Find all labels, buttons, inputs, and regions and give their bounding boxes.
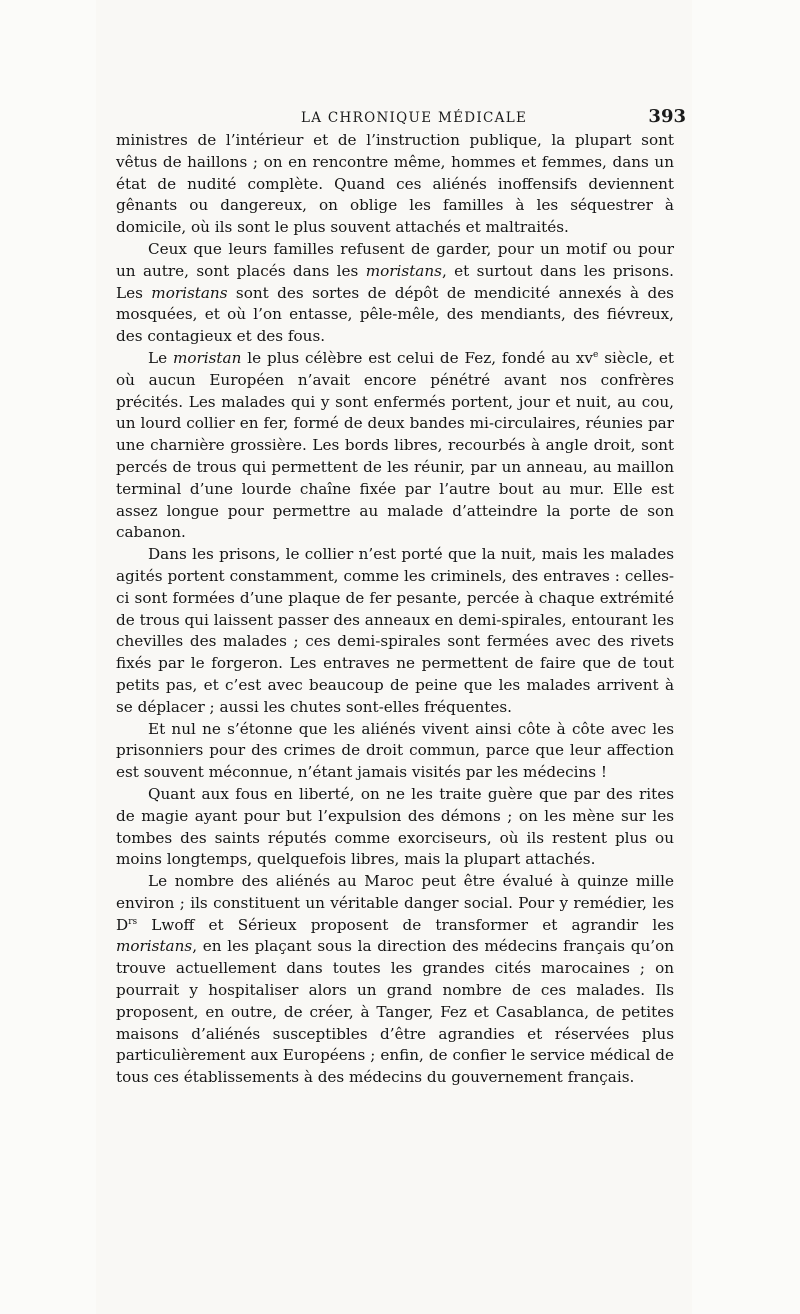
superscript: e	[592, 349, 599, 360]
running-title: LA CHRONIQUE MÉDICALE	[301, 110, 528, 126]
paragraph-4: Dans les prisons, le collier n’est porté que la nuit, mais les malades agités portent constamment, comme les criminels, des entraves : celles-ci sont formées d’une plaque de fer pesante, percée à chaque extrémité de trous qui laissent passer des anneaux en demi-spirales, entourant les chevilles des malades ; ces demi-spirales sont fermées avec des rivets fixés par le forgeron. Les entraves ne permettent de faire que de tout petits pas, et c’est avec beaucoup de peine que les malades arrivent à se déplacer ; aussi les chutes sont-elles fréquentes.	[116, 545, 674, 716]
body-text	[116, 130, 674, 1089]
italic-term: moristans	[151, 283, 228, 302]
page-number: 393	[648, 106, 686, 127]
italic-term: moristans	[365, 261, 442, 280]
superscript: rs	[128, 916, 138, 927]
paragraph-3: Le moristan le plus célèbre est celui de Fez, fondé au $xv^e$ siècle, et où aucun Européen n’avait encore pénétré avant nos confrères précités. Les malades qui y sont enfermés portent, jour et nuit, au cou, un lourd collier en fer, formé de deux bandes mi-circulaires, réunies par une charnière grossière. Les bords libres, recourbés à angle droit, sont percés de trous qui permettent de les réunir, par un anneau, au maillon terminal d’une lourde chaîne fixée par l’autre bout au mur. Elle est assez longue pour permettre au malade d’atteindre la porte de son cabanon.	[116, 348, 674, 542]
paragraph-6: Quant aux fous en liberté, on ne les traite guère que par des rites de magie ayant pour but l’expulsion des démons ; on les mène sur les tombes des saints réputés comme exorciseurs, où ils restent plus ou moins longtemps, quelquefois libres, mais la plupart attachés.	[116, 784, 674, 869]
paragraph-1: ministres de l’intérieur et de l’instruction publique, la plupart sont vêtus de haillons ; on en rencontre même, hommes et femmes, dans un état de nudité complète. Quand ces aliénés inoffensifs deviennent gênants ou dangereux, on oblige les familles à les séquestrer à domicile, où ils sont le plus souvent attachés et maltraités.	[116, 131, 674, 237]
italic-term: moristans	[116, 937, 193, 956]
paragraph-5: Et nul ne s’étonne que les aliénés vivent ainsi côte à côte avec les prisonniers pour des crimes de droit commun, parce que leur affection est souvent méconnue, n’étant jamais visités par les médecins !	[116, 719, 674, 782]
running-header	[116, 106, 686, 132]
italic-term: moristan	[172, 348, 242, 367]
paragraph-7: Le nombre des aliénés au Maroc peut être évalué à quinze mille environ ; ils constituent un véritable danger social. Pour y remédier, les $D^{rs}$ Lwoff et Sérieux proposent de transformer et agrandir les moristans, en les plaçant sous la direction des médecins français qu’on trouve actuellement dans toutes les grandes cités marocaines ; on pourrait y hospitaliser alors un grand nombre de ces malades. Ils proposent, en outre, de créer, à Tanger, Fez et Casablanca, de petites maisons d’aliénés susceptibles d’être agrandies et réservées plus particulièrement aux Européens ; enfin, de confier le service médical de tous ces établissements à des médecins du gouvernement français.	[116, 872, 674, 1087]
scan-margin-left	[0, 0, 96, 1314]
paragraph-2: Ceux que leurs familles refusent de garder, pour un motif ou pour un autre, sont placés dans les moristans, et surtout dans les prisons. Les moristans sont des sortes de dépôt de mendicité annexés à des mosquées, et où l’on entasse, pêle-mêle, des mendiants, des fiévreux, des contagieux et des fous.	[116, 239, 675, 346]
scan-margin-right	[692, 0, 800, 1314]
